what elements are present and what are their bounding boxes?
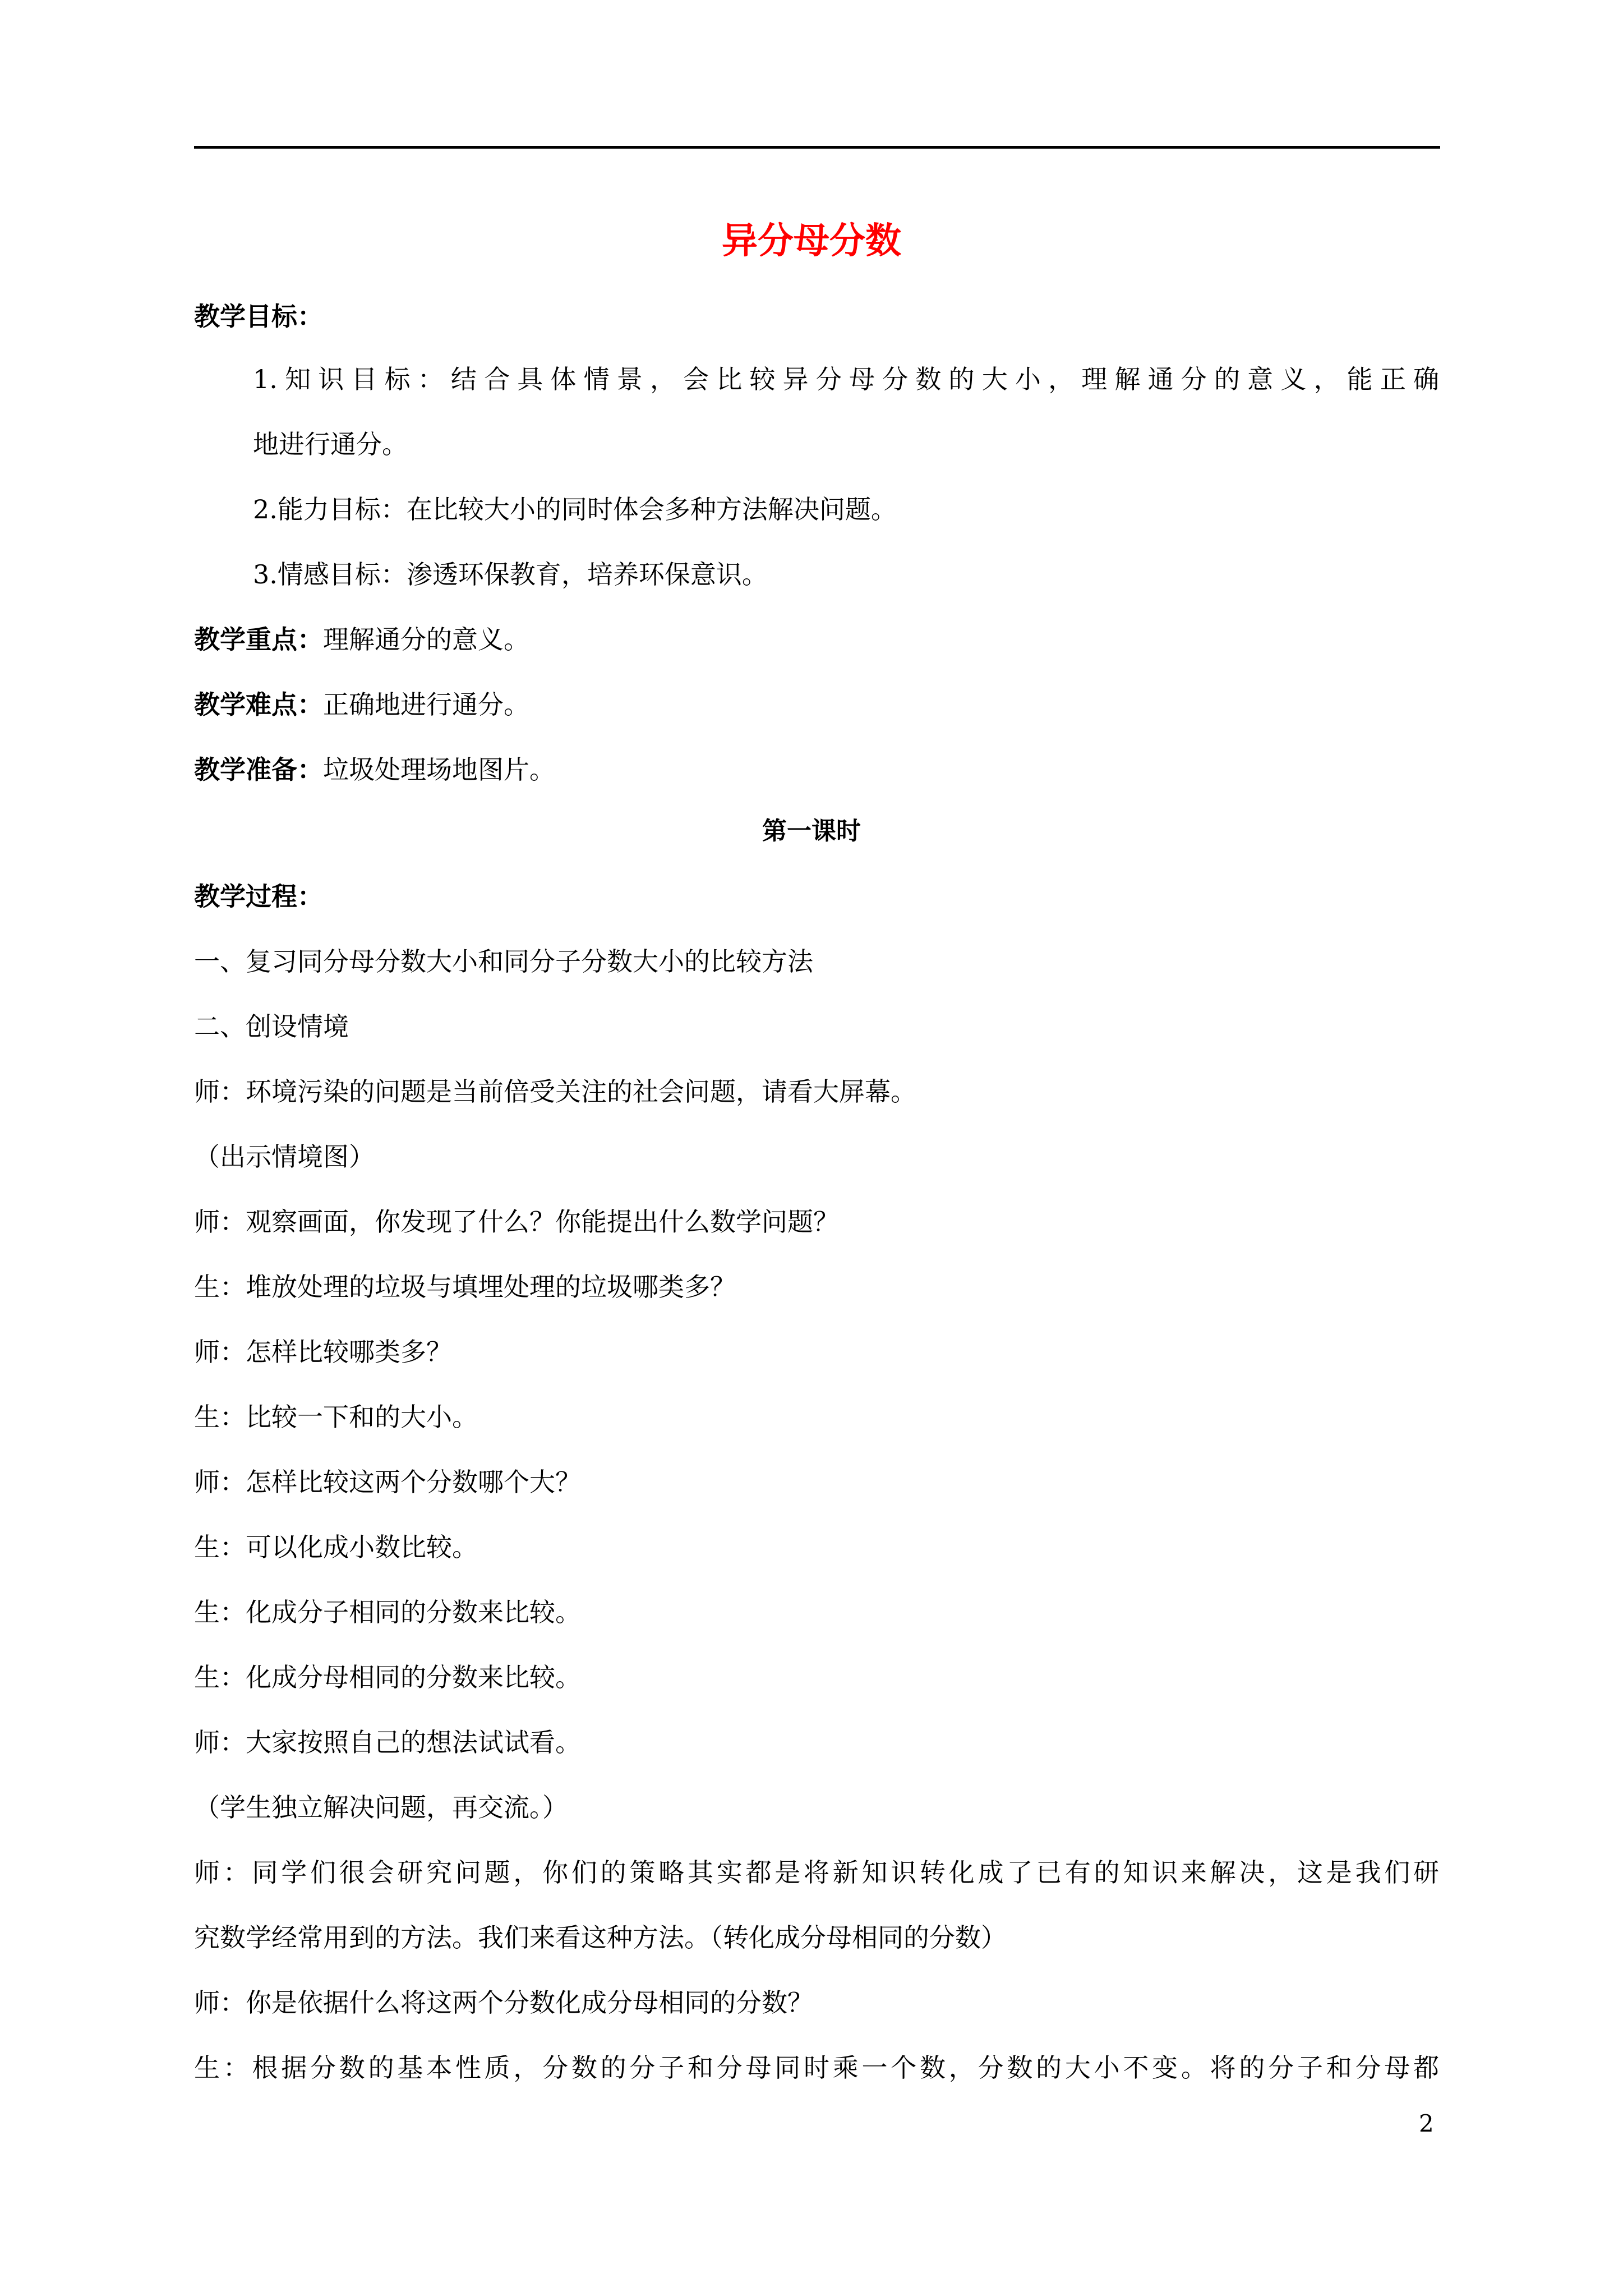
process-line-3: 师：环境污染的问题是当前倍受关注的社会问题，请看大屏幕。 xyxy=(194,1076,916,1107)
process-line-18: 生：根据分数的基本性质，分数的分子和分母同时乘一个数，分数的大小不变。将的分子和分母都 xyxy=(194,2053,1439,2083)
page-number: 2 xyxy=(1419,2110,1434,2137)
process-line-1: 一、复习同分母分数大小和同分子分数大小的比较方法 xyxy=(194,946,813,977)
objectives-label: 教学目标： xyxy=(194,301,323,332)
process-line-11: 生：化成分子相同的分数来比较。 xyxy=(194,1597,581,1627)
process-line-14: （学生独立解决问题，再交流。） xyxy=(194,1792,568,1823)
process-line-4: （出示情境图） xyxy=(194,1142,375,1172)
process-line-10: 生：可以化成小数比较。 xyxy=(194,1532,478,1562)
lesson-heading: 第一课时 xyxy=(762,817,861,845)
process-line-6: 生：堆放处理的垃圾与填埋处理的垃圾哪类多？ xyxy=(194,1272,736,1302)
preparation-line xyxy=(194,752,555,788)
objective-item-1-line-1: 1.知识目标：结合具体情景，会比较异分母分数的大小，理解通分的意义，能正确 xyxy=(253,364,1439,394)
process-line-15: 师：同学们很会研究问题，你们的策略其实都是将新知识转化成了已有的知识来解决，这是我们研 xyxy=(194,1857,1439,1888)
preparation-label: 教学准备： xyxy=(194,754,323,785)
process-line-7: 师：怎样比较哪类多？ xyxy=(194,1337,452,1367)
preparation-text: 垃圾处理场地图片。 xyxy=(323,754,555,785)
process-line-2: 二、创设情境 xyxy=(194,1011,349,1042)
header-rule xyxy=(194,146,1440,149)
difficulty-label: 教学难点： xyxy=(194,689,323,720)
difficulty-line xyxy=(194,687,529,723)
key-point-label: 教学重点： xyxy=(194,624,323,655)
objective-item-3: 3.情感目标：渗透环保教育，培养环保意识。 xyxy=(253,559,768,590)
process-line-5: 师：观察画面，你发现了什么？你能提出什么数学问题？ xyxy=(194,1207,839,1237)
process-line-16: 究数学经常用到的方法。我们来看这种方法。（转化成分母相同的分数） xyxy=(194,1922,1007,1953)
process-line-9: 师：怎样比较这两个分数哪个大？ xyxy=(194,1467,581,1497)
process-line-8: 生：比较一下和的大小。 xyxy=(194,1402,478,1432)
process-line-17: 师：你是依据什么将这两个分数化成分母相同的分数？ xyxy=(194,1987,813,2018)
key-point-line xyxy=(194,622,529,657)
objective-item-2: 2.能力目标：在比较大小的同时体会多种方法解决问题。 xyxy=(253,494,897,524)
process-label: 教学过程： xyxy=(194,881,323,912)
process-line-13: 师：大家按照自己的想法试试看。 xyxy=(194,1727,581,1757)
document-title: 异分母分数 xyxy=(722,220,901,262)
process-line-12: 生：化成分母相同的分数来比较。 xyxy=(194,1662,581,1692)
difficulty-text: 正确地进行通分。 xyxy=(323,689,529,720)
key-point-text: 理解通分的意义。 xyxy=(323,624,529,655)
objective-item-1-line-2: 地进行通分。 xyxy=(253,429,408,459)
